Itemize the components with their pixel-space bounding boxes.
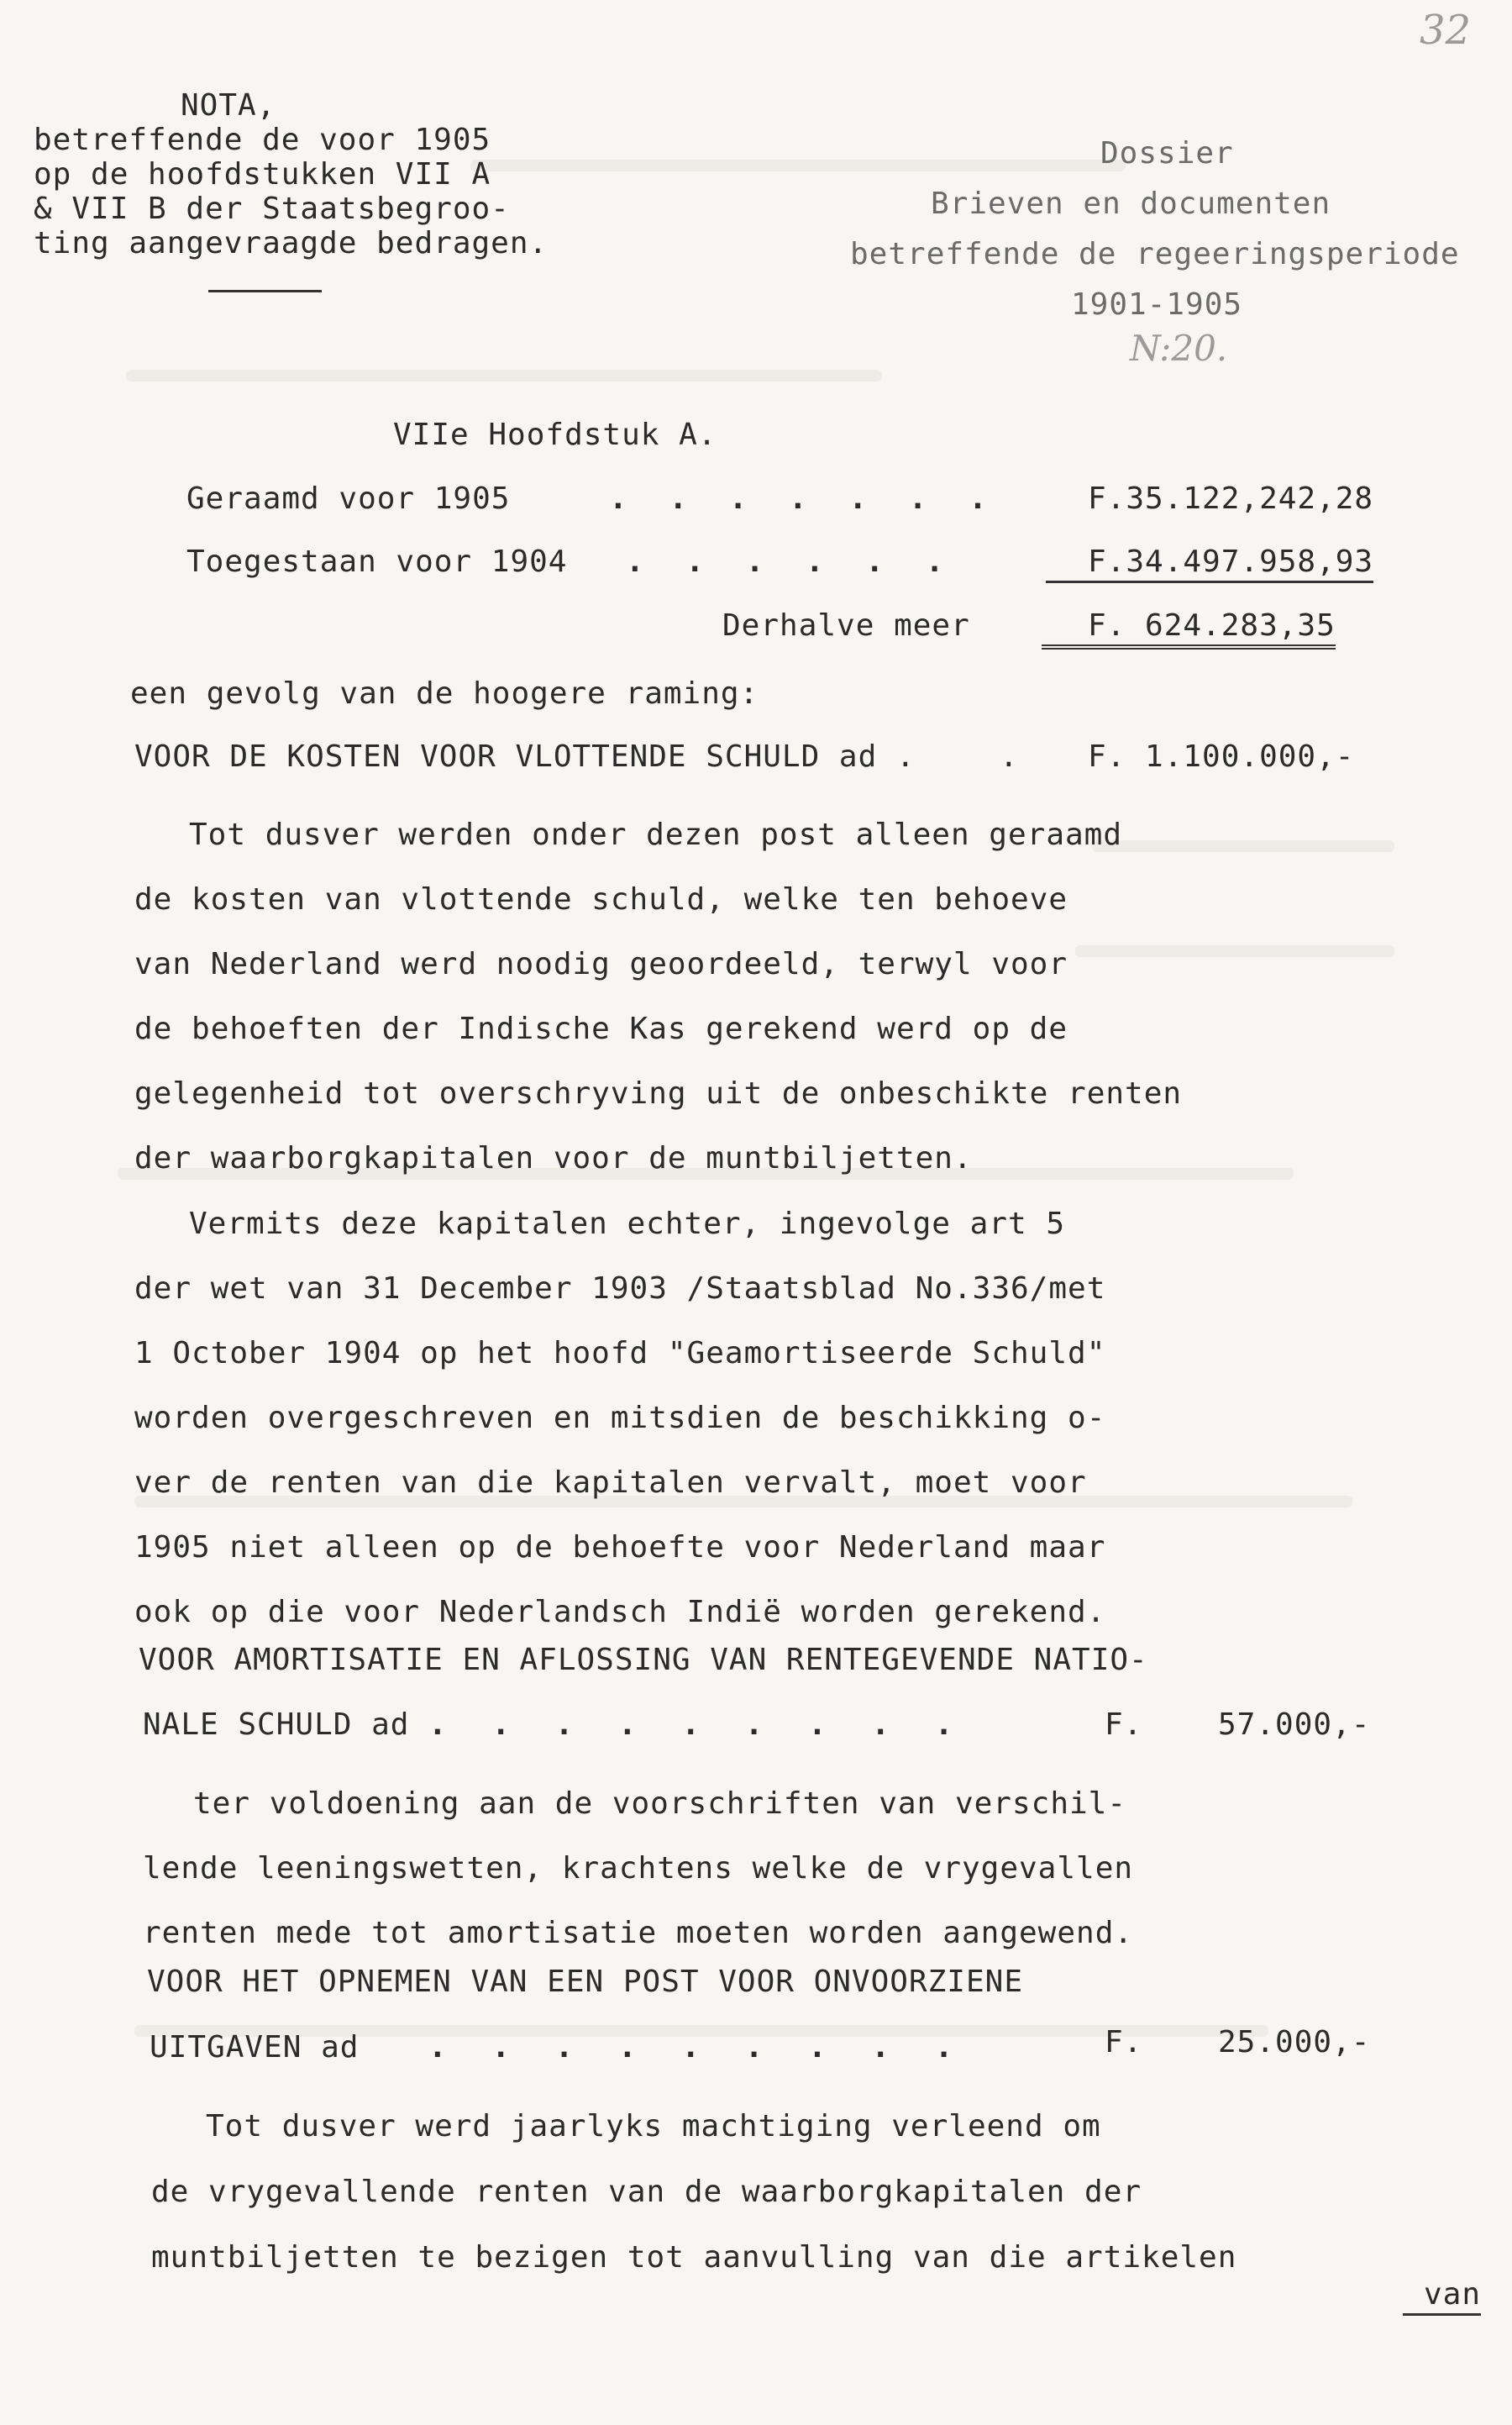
paragraph-4 [151,2094,1236,2291]
paragraph-line: worden overgeschreven en mitsdien de beschikking o- [134,1401,1106,1435]
paragraph-line: de behoeften der Indische Kas gerekend werd op de [134,1012,1068,1046]
paragraph-line: de vrygevallende renten van de waarborgkapitalen der [151,2175,1142,2209]
paragraph-line: ter voldoening aan de voorschriften van verschil- [193,1786,1127,1821]
section-heading-vlottende-schuld: VOOR DE KOSTEN VOOR VLOTTENDE SCHULD ad . [134,739,916,774]
row-geraamd-label: Geraamd voor 1905 [186,481,511,516]
section-heading-amortisatie: VOOR AMORTISATIE EN AFLOSSING VAN RENTEGEVENDE NATIO- [139,1643,1148,1677]
paragraph-line: ver de renten van die kapitalen vervalt, moet voor [134,1465,1087,1500]
paragraph-line: der waarborgkapitalen voor de muntbiljetten. [134,1141,973,1176]
paragraph-line: van Nederland werd noodig geoordeeld, terwyl voor [134,947,1068,981]
row-toegestaan-label: Toegestaan voor 1904 [186,544,568,579]
body-line: een gevolg van de hoogere raming: [130,676,759,711]
nota-line: op de hoofdstukken VII A [34,157,491,192]
paragraph-line: de kosten van vlottende schuld, welke ten behoeve [134,882,1068,917]
paragraph-line: Vermits deze kapitalen echter, ingevolge art 5 [189,1207,1065,1241]
dossier-line: 1901-1905 [1071,287,1243,322]
row-geraamd-dots: . . . . . . . [609,481,999,516]
paragraph-line: renten mede tot amortisatie moeten worden aangewend. [143,1916,1134,1950]
section-heading-amortisatie-cont: NALE SCHULD ad [143,1707,410,1742]
bleed-through [470,160,1126,171]
nota-description [34,123,548,260]
paragraph-line: 1905 niet alleen op de behoefte voor Nederland maar [134,1530,1106,1565]
paragraph-line: muntbiljetten te bezigen tot aanvulling van die artikelen [151,2240,1237,2275]
amount-onvoorziene: 25.000,- [1218,2025,1371,2059]
row-derhalve-label: Derhalve meer [722,608,970,643]
paragraph-1 [134,802,1182,1191]
paragraph-line: Tot dusver werden onder dezen post alleen geraamd [189,818,1123,852]
leader-dot: . [1000,739,1019,774]
section-heading-onvoorziene: VOOR HET OPNEMEN VAN EEN POST VOOR ONVOORZIENE [147,1965,1023,1999]
nota-line: ting aangevraagde bedragen. [34,226,549,260]
row-toegestaan-dots: . . . . . . [626,544,956,579]
catchword: van [1403,2277,1481,2316]
paragraph-3 [143,1771,1133,1965]
amount-amortisatie: 57.000,- [1218,1707,1371,1742]
paragraph-line: 1 October 1904 op het hoofd "Geamortiseerde Schuld" [134,1336,1106,1370]
handwritten-number: N:20. [1130,328,1228,369]
paragraph-2 [134,1191,1105,1644]
leader-dots: . . . . . . . . . [428,2030,967,2065]
bleed-through [126,370,882,381]
row-geraamd-amount: F.35.122,242,28 [1088,481,1374,516]
nota-rule [208,290,322,292]
dossier-line: Brieven en documenten [931,187,1331,221]
chapter-heading: VIIe Hoofdstuk A. [393,418,717,452]
dossier-title: Dossier [1100,136,1234,171]
paragraph-line: der wet van 31 December 1903 /Staatsblad No.336/met [134,1271,1106,1306]
currency-mark: F. [1105,1707,1143,1742]
row-toegestaan-amount: F.34.497.958,93 [1046,544,1373,583]
nota-line: betreffende de voor 1905 [34,123,491,157]
page-number: 32 [1420,7,1472,54]
paragraph-line: Tot dusver werd jaarlyks machtiging verleend om [206,2109,1101,2144]
amount-vlottende-schuld: F. 1.100.000,- [1088,739,1355,774]
leader-dots: . . . . . . . . . [428,1707,967,1742]
currency-mark: F. [1105,2025,1143,2059]
section-heading-onvoorziene-cont: UITGAVEN ad [150,2030,360,2065]
paragraph-line: lende leeningswetten, krachtens welke de vrygevallen [143,1851,1134,1886]
row-derhalve-amount: F. 624.283,35 [1042,608,1336,650]
nota-line: & VII B der Staatsbegroo- [34,192,510,226]
dossier-line: betreffende de regeeringsperiode [850,237,1460,271]
nota-title: NOTA, [181,88,276,123]
paragraph-line: ook op die voor Nederlandsch Indië worden gerekend. [134,1595,1106,1629]
paragraph-line: gelegenheid tot overschryving uit de onbeschikte renten [134,1076,1183,1111]
